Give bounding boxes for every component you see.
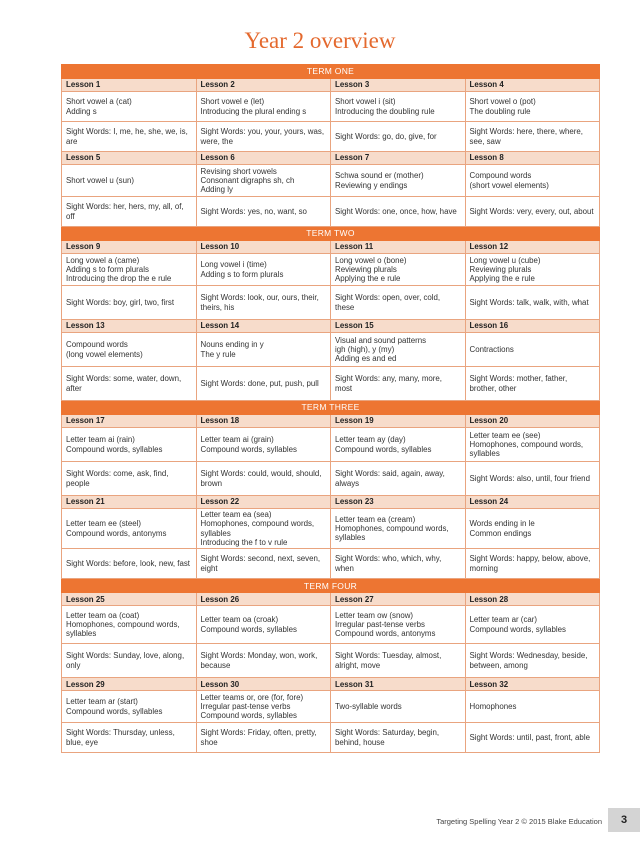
lesson-title: Lesson 9 <box>62 241 197 254</box>
lesson-title: Lesson 27 <box>331 593 466 606</box>
sight-words-cell: Sight Words: open, over, cold, these <box>331 286 466 320</box>
lesson-title: Lesson 10 <box>196 241 331 254</box>
lesson-header-row <box>62 593 600 606</box>
lesson-title: Lesson 11 <box>331 241 466 254</box>
lesson-topic: Long vowel u (cube) <box>469 255 541 265</box>
term-header-row <box>62 401 600 415</box>
term-header-row <box>62 65 600 79</box>
lesson-topic: Compound words, antonyms <box>335 629 436 639</box>
sight-words-row <box>62 462 600 496</box>
sight-words-cell: Sight Words: also, until, four friend <box>465 462 600 496</box>
sight-words-cell: Sight Words: mother, father, brother, other <box>465 367 600 401</box>
lesson-content-cell <box>196 606 331 644</box>
lesson-topic: Letter team ay (day) <box>335 435 406 445</box>
lesson-content-cell <box>465 92 600 122</box>
lesson-content-cell <box>465 254 600 286</box>
lesson-title: Lesson 8 <box>465 152 600 165</box>
lesson-topic: Adding s <box>66 106 97 116</box>
term-header-row <box>62 227 600 241</box>
lesson-topic: Compound words, syllables <box>335 444 432 454</box>
lesson-title: Lesson 24 <box>465 496 600 509</box>
lesson-topic: Compound words, syllables <box>200 624 297 634</box>
sight-words-row <box>62 644 600 678</box>
lesson-topic: Applying the e rule <box>335 274 401 284</box>
lesson-topic: Revising short vowels <box>200 166 277 176</box>
lesson-topic: Short vowel i (sit) <box>335 97 396 107</box>
lesson-content-cell <box>331 428 466 462</box>
lesson-header-row <box>62 415 600 428</box>
lesson-content-cell <box>196 165 331 197</box>
sight-words-cell: Sight Words: before, look, new, fast <box>62 549 197 579</box>
lesson-topic: Compound words, antonyms <box>66 528 167 538</box>
lesson-content-cell <box>62 333 197 367</box>
term-title: TERM ONE <box>62 65 600 79</box>
sight-words-cell: Sight Words: very, every, out, about <box>465 197 600 227</box>
lesson-title: Lesson 19 <box>331 415 466 428</box>
lesson-topic: Compound words, syllables <box>66 444 163 454</box>
sight-words-cell: Sight Words: some, water, down, after <box>62 367 197 401</box>
sight-words-cell: Sight Words: her, hers, my, all, of, off <box>62 197 197 227</box>
lesson-content-row <box>62 165 600 197</box>
sight-words-cell: Sight Words: happy, below, above, morning <box>465 549 600 579</box>
lesson-content-cell <box>62 509 197 549</box>
lesson-topic: Visual and sound patterns <box>335 335 427 345</box>
lesson-topic: (long vowel elements) <box>66 349 143 359</box>
lesson-topic: Compound words, syllables <box>66 706 163 716</box>
lesson-title: Lesson 26 <box>196 593 331 606</box>
lesson-content-cell <box>196 509 331 549</box>
sight-words-cell: Sight Words: boy, girl, two, first <box>62 286 197 320</box>
lesson-title: Lesson 6 <box>196 152 331 165</box>
lesson-title: Lesson 31 <box>331 678 466 691</box>
lesson-title: Lesson 2 <box>196 79 331 92</box>
lesson-content-cell <box>331 254 466 286</box>
lesson-topic: Long vowel o (bone) <box>335 255 407 265</box>
lesson-topic: Short vowel u (sun) <box>66 175 134 185</box>
sight-words-row <box>62 367 600 401</box>
lesson-topic: Nouns ending in y <box>200 340 264 350</box>
lesson-topic: Letter team ea (sea) <box>200 510 272 519</box>
lesson-topic: Introducing the f to v rule <box>200 537 288 547</box>
sight-words-row <box>62 286 600 320</box>
lesson-content-row <box>62 691 600 723</box>
lesson-content-cell <box>331 92 466 122</box>
sight-words-cell: Sight Words: second, next, seven, eight <box>196 549 331 579</box>
lesson-content-cell <box>62 606 197 644</box>
lesson-topic: Two-syllable words <box>335 702 402 712</box>
term-title: TERM FOUR <box>62 579 600 593</box>
lesson-topic: Letter team ow (snow) <box>335 610 414 620</box>
lesson-topic: Irregular past-tense verbs <box>335 620 425 630</box>
lesson-topic: Adding ly <box>200 185 233 195</box>
lesson-title: Lesson 25 <box>62 593 197 606</box>
lesson-topic: The y rule <box>200 349 236 359</box>
lesson-topic: Letter team ee (steel) <box>66 519 141 529</box>
lesson-topic: Letter team ai (grain) <box>200 435 274 445</box>
sight-words-cell: Sight Words: look, our, ours, their, theirs, his <box>196 286 331 320</box>
sight-words-cell: Sight Words: talk, walk, with, what <box>465 286 600 320</box>
lesson-content-row <box>62 92 600 122</box>
lesson-title: Lesson 23 <box>331 496 466 509</box>
lesson-content-row <box>62 254 600 286</box>
lesson-header-row <box>62 496 600 509</box>
lesson-topic: Applying the e rule <box>469 274 535 284</box>
lesson-title: Lesson 7 <box>331 152 466 165</box>
lesson-topic: Compound words <box>66 340 128 350</box>
term-title: TERM TWO <box>62 227 600 241</box>
lesson-topic: Long vowel a (came) <box>66 255 140 265</box>
footer-credit: Targeting Spelling Year 2 © 2015 Blake Education <box>436 817 602 826</box>
lesson-topic: Compound words, syllables <box>200 444 297 454</box>
lesson-content-cell <box>62 428 197 462</box>
lesson-topic: Compound words, syllables <box>200 711 297 721</box>
lesson-content-cell <box>465 428 600 462</box>
lesson-title: Lesson 30 <box>196 678 331 691</box>
lesson-topic: Compound words, syllables <box>469 624 566 634</box>
lesson-topic: Letter team ar (car) <box>469 615 538 625</box>
sight-words-cell: Sight Words: come, ask, find, people <box>62 462 197 496</box>
lesson-topic: Compound words <box>469 171 532 181</box>
lesson-content-cell <box>465 509 600 549</box>
sight-words-cell: Sight Words: done, put, push, pull <box>196 367 331 401</box>
lesson-title: Lesson 18 <box>196 415 331 428</box>
lesson-topic: Letter teams or, ore (for, fore) <box>200 692 304 702</box>
lesson-topic: Homophones <box>469 702 517 712</box>
lesson-title: Lesson 17 <box>62 415 197 428</box>
lesson-title: Lesson 28 <box>465 593 600 606</box>
sight-words-row <box>62 122 600 152</box>
lesson-title: Lesson 32 <box>465 678 600 691</box>
lesson-content-cell <box>465 606 600 644</box>
lesson-topic: Short vowel e (let) <box>200 97 265 107</box>
sight-words-row <box>62 549 600 579</box>
lesson-content-cell <box>196 691 331 723</box>
lesson-content-cell <box>196 254 331 286</box>
lesson-content-row <box>62 606 600 644</box>
lesson-content-row <box>62 333 600 367</box>
lesson-topic: Adding s to form plurals <box>200 269 284 279</box>
term-header-row <box>62 579 600 593</box>
lesson-topic: Homophones, compound words, syllables <box>66 620 180 639</box>
lesson-content-cell <box>465 165 600 197</box>
sight-words-cell: Sight Words: any, many, more, most <box>331 367 466 401</box>
lesson-content-cell <box>331 606 466 644</box>
lesson-content-row <box>62 428 600 462</box>
lesson-topic: The doubling rule <box>469 106 531 116</box>
lesson-topic: Reviewing plurals <box>469 264 532 274</box>
sight-words-cell: Sight Words: Sunday, love, along, only <box>62 644 197 678</box>
lesson-title: Lesson 13 <box>62 320 197 333</box>
sight-words-cell: Sight Words: who, which, why, when <box>331 549 466 579</box>
lesson-topic: Reviewing y endings <box>335 180 408 190</box>
lesson-title: Lesson 20 <box>465 415 600 428</box>
lesson-topic: Common endings <box>469 528 532 538</box>
sight-words-cell: Sight Words: until, past, front, able <box>465 723 600 753</box>
lesson-content-cell <box>465 333 600 367</box>
lesson-header-row <box>62 678 600 691</box>
lesson-header-row <box>62 241 600 254</box>
lesson-content-cell <box>331 333 466 367</box>
lesson-topic: Introducing the drop the e rule <box>66 274 172 284</box>
sight-words-cell: Sight Words: here, there, where, see, saw <box>465 122 600 152</box>
sight-words-cell: Sight Words: go, do, give, for <box>331 122 466 152</box>
lesson-topic: igh (high), y (my) <box>335 344 395 354</box>
lesson-topic: Letter team oa (coat) <box>66 610 140 620</box>
lesson-content-cell <box>62 92 197 122</box>
sight-words-row <box>62 723 600 753</box>
lesson-title: Lesson 1 <box>62 79 197 92</box>
lesson-topic: Short vowel a (cat) <box>66 97 132 107</box>
lesson-content-cell <box>62 165 197 197</box>
lesson-topic: Irregular past-tense verbs <box>200 702 291 712</box>
lesson-topic: Letter team oa (croak) <box>200 615 279 625</box>
sight-words-cell: Sight Words: one, once, how, have <box>331 197 466 227</box>
lesson-content-cell <box>62 254 197 286</box>
lesson-content-cell <box>196 428 331 462</box>
lesson-topic: (short vowel elements) <box>469 180 549 190</box>
lesson-topic: Schwa sound er (mother) <box>335 171 424 181</box>
sight-words-cell: Sight Words: Thursday, unless, blue, eye <box>62 723 197 753</box>
lesson-title: Lesson 4 <box>465 79 600 92</box>
lesson-title: Lesson 12 <box>465 241 600 254</box>
page-number: 3 <box>608 808 640 832</box>
lesson-topic: Letter team ee (see) <box>469 430 541 440</box>
lesson-topic: Homophones, compound words, syllables <box>469 439 584 459</box>
lesson-title: Lesson 29 <box>62 678 197 691</box>
lesson-header-row <box>62 320 600 333</box>
lesson-topic: Adding es and ed <box>335 354 397 364</box>
page-title: Year 2 overview <box>244 28 396 53</box>
lesson-title: Lesson 21 <box>62 496 197 509</box>
lesson-title: Lesson 15 <box>331 320 466 333</box>
lesson-content-cell <box>196 333 331 367</box>
lesson-topic: Words ending in le <box>469 519 535 529</box>
lesson-topic: Introducing the plural ending s <box>200 106 307 116</box>
lesson-topic: Introducing the doubling rule <box>335 106 435 116</box>
lesson-content-cell <box>465 691 600 723</box>
lesson-topic: Long vowel i (time) <box>200 260 267 270</box>
lesson-topic: Reviewing plurals <box>335 264 397 274</box>
lesson-content-cell <box>331 691 466 723</box>
lesson-topic: Letter team ea (cream) <box>335 514 416 524</box>
sight-words-cell: Sight Words: Friday, often, pretty, shoe <box>196 723 331 753</box>
sight-words-cell: Sight Words: you, your, yours, was, were, the <box>196 122 331 152</box>
lesson-content-cell <box>196 92 331 122</box>
lesson-topic: Contractions <box>469 344 514 354</box>
sight-words-cell: Sight Words: could, would, should, brown <box>196 462 331 496</box>
lesson-title: Lesson 3 <box>331 79 466 92</box>
lesson-content-row <box>62 509 600 549</box>
sight-words-cell: Sight Words: said, again, away, always <box>331 462 466 496</box>
lesson-content-cell <box>331 509 466 549</box>
lesson-title: Lesson 16 <box>465 320 600 333</box>
lesson-title: Lesson 14 <box>196 320 331 333</box>
lesson-topic: Homophones, compound words, syllables <box>200 519 315 538</box>
term-title: TERM THREE <box>62 401 600 415</box>
lesson-title: Lesson 5 <box>62 152 197 165</box>
lesson-header-row <box>62 152 600 165</box>
lesson-topic: Adding s to form plurals <box>66 264 149 274</box>
sight-words-row <box>62 197 600 227</box>
sight-words-cell: Sight Words: Wednesday, beside, between, among <box>465 644 600 678</box>
sight-words-cell: Sight Words: Tuesday, almost, alright, move <box>331 644 466 678</box>
lesson-title: Lesson 22 <box>196 496 331 509</box>
sight-words-cell: Sight Words: yes, no, want, so <box>196 197 331 227</box>
sight-words-cell: Sight Words: I, me, he, she, we, is, are <box>62 122 197 152</box>
lesson-topic: Consonant digraphs sh, ch <box>200 175 295 185</box>
lesson-topic: Homophones, compound words, syllables <box>335 523 449 543</box>
lesson-topic: Short vowel o (pot) <box>469 97 536 107</box>
lesson-header-row <box>62 79 600 92</box>
lesson-content-cell <box>331 165 466 197</box>
lesson-topic: Letter team ai (rain) <box>66 435 135 445</box>
lesson-content-cell <box>62 691 197 723</box>
overview-table <box>61 64 600 753</box>
sight-words-cell: Sight Words: Monday, won, work, because <box>196 644 331 678</box>
lesson-topic: Letter team ar (start) <box>66 697 138 707</box>
sight-words-cell: Sight Words: Saturday, begin, behind, house <box>331 723 466 753</box>
